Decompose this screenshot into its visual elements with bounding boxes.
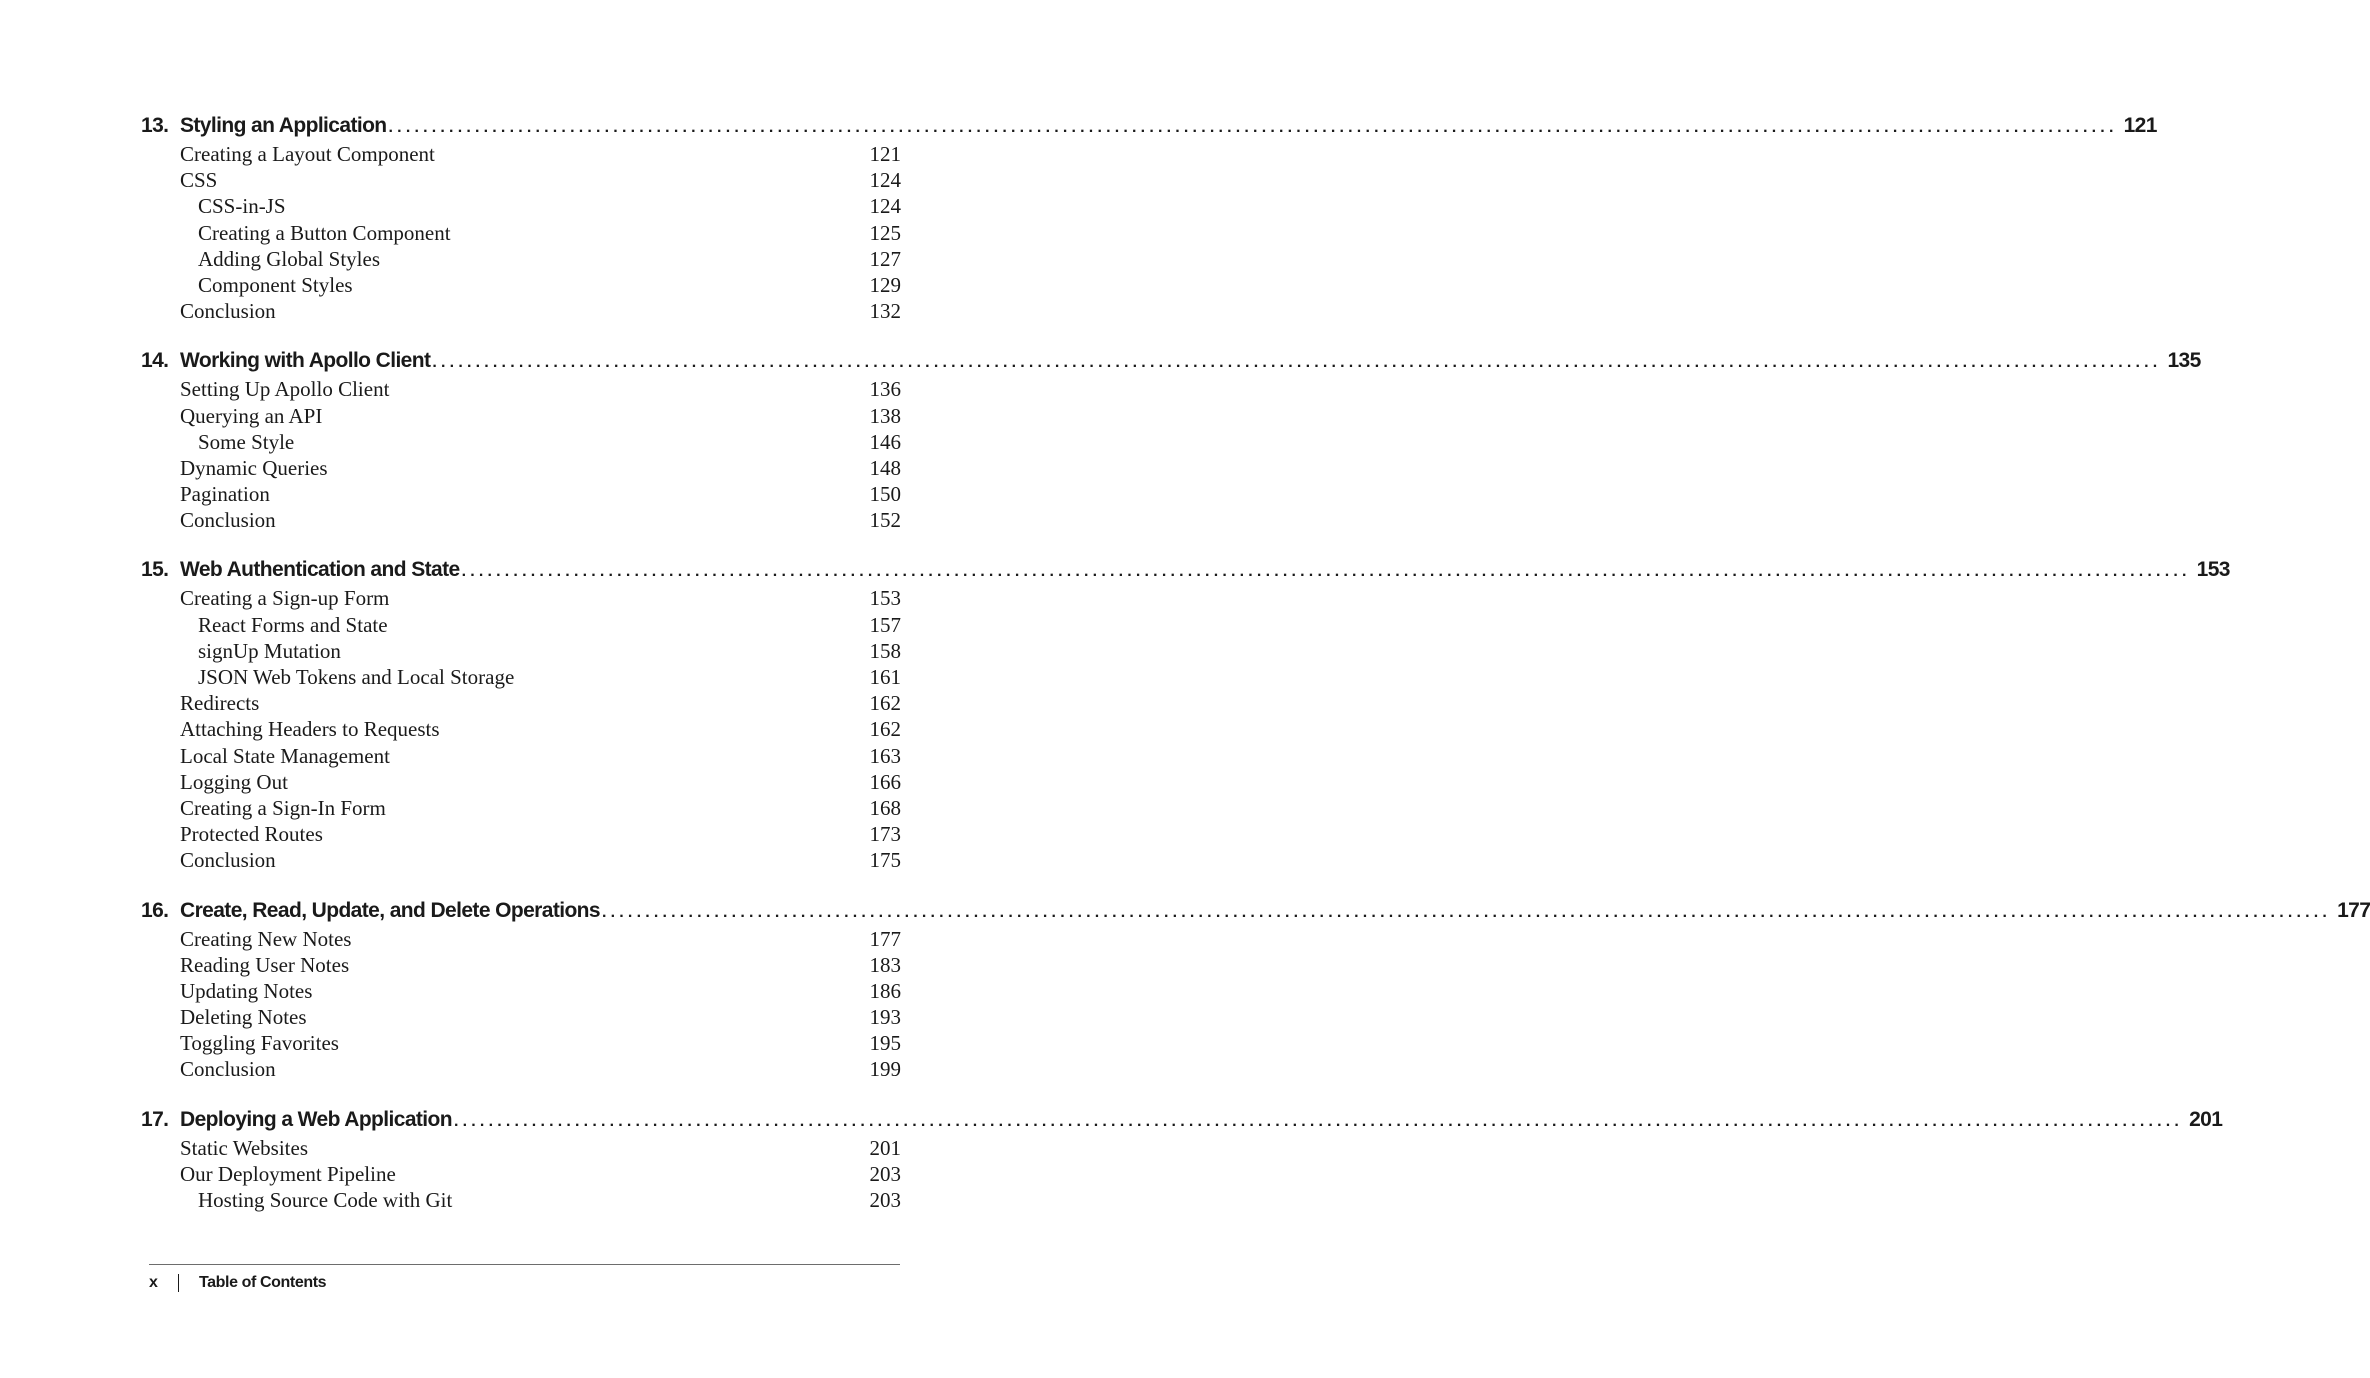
toc-section-entry[interactable] bbox=[141, 455, 901, 481]
entry-page-number: 161 bbox=[869, 665, 901, 689]
toc-section-entry[interactable] bbox=[141, 481, 901, 507]
chapter-page-number: 121 bbox=[2123, 114, 2157, 137]
dot-leader: ........................................................................................................................................................................................................ bbox=[454, 1112, 2184, 1130]
footer-divider bbox=[149, 1264, 900, 1265]
entry-page-number: 121 bbox=[869, 142, 901, 166]
toc-subsection-entry[interactable] bbox=[141, 220, 901, 246]
chapter-page-number: 177 bbox=[2337, 898, 2370, 922]
toc-subsection-entry[interactable] bbox=[141, 246, 901, 272]
chapter-number: 17. bbox=[141, 1107, 169, 1131]
dot-leader: ........................................................................................................................................................................................................ bbox=[388, 119, 2118, 136]
footer-section-title: Table of Contents bbox=[199, 1274, 327, 1291]
chapter-heading[interactable] bbox=[141, 346, 2201, 376]
toc-section-entry[interactable] bbox=[141, 769, 901, 795]
toc-section-entry[interactable] bbox=[141, 585, 901, 611]
toc-subsection-entry[interactable] bbox=[141, 193, 901, 219]
entry-page-number: 168 bbox=[869, 795, 901, 820]
entry-page-number: 183 bbox=[869, 952, 901, 977]
entry-page-number: 157 bbox=[869, 612, 901, 637]
entry-page-number: 127 bbox=[869, 246, 901, 271]
entry-page-number: 148 bbox=[869, 455, 901, 480]
entry-page-number: 125 bbox=[869, 220, 901, 245]
chapter-number: 14. bbox=[141, 349, 169, 373]
chapter-number: 16. bbox=[141, 898, 169, 922]
toc-chapter bbox=[141, 555, 2230, 873]
dot-leader: ........................................................................................................................................................................................................ bbox=[602, 903, 2332, 921]
entry-title: Creating a Sign-In Form bbox=[180, 795, 386, 820]
entry-title: Conclusion bbox=[180, 1057, 276, 1082]
chapter-title: Web Authentication and State bbox=[180, 558, 460, 582]
entry-title: Dynamic Queries bbox=[180, 455, 328, 480]
toc-chapter bbox=[141, 896, 2370, 1083]
entry-title: Component Styles bbox=[198, 272, 353, 297]
entry-title: JSON Web Tokens and Local Storage bbox=[198, 665, 515, 689]
chapter-title: Styling an Application bbox=[180, 114, 387, 137]
page-footer bbox=[149, 1272, 326, 1294]
entry-title: Attaching Headers to Requests bbox=[180, 717, 440, 742]
entry-title: Creating a Sign-up Form bbox=[180, 586, 390, 611]
entry-page-number: 150 bbox=[869, 482, 901, 507]
entry-title: Reading User Notes bbox=[180, 952, 350, 977]
entry-page-number: 163 bbox=[869, 743, 901, 768]
entry-page-number: 162 bbox=[869, 717, 901, 742]
toc-chapter bbox=[141, 111, 2157, 324]
entry-page-number: 175 bbox=[869, 848, 901, 873]
chapter-heading[interactable] bbox=[141, 1105, 2223, 1135]
toc-section-entry[interactable] bbox=[141, 1030, 901, 1056]
entry-title: Hosting Source Code with Git bbox=[198, 1188, 453, 1212]
entry-page-number: 193 bbox=[869, 1005, 901, 1030]
toc-subsection-entry[interactable] bbox=[141, 1187, 901, 1213]
toc-section-entry[interactable] bbox=[141, 141, 901, 167]
entry-title: Deleting Notes bbox=[180, 1005, 307, 1030]
toc-section-entry[interactable] bbox=[141, 926, 901, 952]
entry-page-number: 138 bbox=[869, 403, 901, 428]
entry-title: signUp Mutation bbox=[198, 638, 341, 663]
dot-leader: ........................................................................................................................................................................................................ bbox=[432, 354, 2162, 372]
entry-title: Local State Management bbox=[180, 743, 390, 768]
toc-section-entry[interactable] bbox=[141, 1004, 901, 1030]
toc-section-entry[interactable] bbox=[141, 821, 901, 847]
entry-page-number: 136 bbox=[869, 377, 901, 402]
entry-page-number: 199 bbox=[869, 1057, 901, 1082]
entry-page-number: 146 bbox=[869, 429, 901, 454]
footer-page-number: x bbox=[149, 1274, 158, 1291]
toc-section-entry[interactable] bbox=[141, 298, 901, 324]
toc-chapter bbox=[141, 1105, 2223, 1214]
entry-title: Conclusion bbox=[180, 508, 276, 533]
entry-title: Conclusion bbox=[180, 299, 276, 324]
chapter-page-number: 135 bbox=[2167, 349, 2201, 373]
chapter-page-number: 201 bbox=[2189, 1107, 2223, 1131]
toc-section-entry[interactable] bbox=[141, 952, 901, 978]
toc-section-entry[interactable] bbox=[141, 403, 901, 429]
chapter-title: Create, Read, Update, and Delete Operations bbox=[180, 898, 600, 922]
entry-page-number: 177 bbox=[869, 926, 901, 951]
entry-page-number: 152 bbox=[869, 508, 901, 533]
entry-title: Static Websites bbox=[180, 1135, 308, 1160]
entry-page-number: 124 bbox=[869, 168, 901, 193]
toc-subsection-entry[interactable] bbox=[141, 664, 901, 690]
entry-title: Querying an API bbox=[180, 403, 323, 428]
entry-page-number: 166 bbox=[869, 769, 901, 794]
entry-title: CSS bbox=[180, 168, 218, 193]
entry-title: Creating a Layout Component bbox=[180, 142, 435, 166]
entry-title: Logging Out bbox=[180, 769, 288, 794]
toc-section-entry[interactable] bbox=[141, 743, 901, 769]
entry-page-number: 132 bbox=[869, 299, 901, 324]
entry-page-number: 201 bbox=[869, 1135, 901, 1160]
table-of-contents bbox=[141, 111, 2370, 1235]
toc-section-entry[interactable] bbox=[141, 795, 901, 821]
entry-page-number: 195 bbox=[869, 1031, 901, 1056]
entry-page-number: 153 bbox=[869, 586, 901, 611]
toc-section-entry[interactable] bbox=[141, 1161, 901, 1187]
entry-title: Pagination bbox=[180, 482, 270, 507]
entry-title: Setting Up Apollo Client bbox=[180, 377, 390, 402]
entry-page-number: 203 bbox=[869, 1188, 901, 1212]
dot-leader: ........................................................................................................................................................................................................ bbox=[461, 563, 2191, 581]
toc-subsection-entry[interactable] bbox=[141, 638, 901, 664]
entry-title: Our Deployment Pipeline bbox=[180, 1161, 396, 1186]
entry-title: Adding Global Styles bbox=[198, 246, 380, 271]
toc-section-entry[interactable] bbox=[141, 1135, 901, 1161]
chapter-number: 13. bbox=[141, 114, 169, 137]
entry-page-number: 129 bbox=[869, 272, 901, 297]
toc-subsection-entry[interactable] bbox=[141, 272, 901, 298]
entry-page-number: 162 bbox=[869, 691, 901, 716]
toc-section-entry[interactable] bbox=[141, 716, 901, 742]
entry-title: Updating Notes bbox=[180, 978, 313, 1003]
entry-title: React Forms and State bbox=[198, 612, 388, 637]
chapter-heading[interactable] bbox=[141, 896, 2370, 926]
entry-page-number: 124 bbox=[869, 194, 901, 219]
toc-subsection-entry[interactable] bbox=[141, 612, 901, 638]
entry-title: Some Style bbox=[198, 429, 295, 454]
entry-page-number: 186 bbox=[869, 978, 901, 1003]
toc-section-entry[interactable] bbox=[141, 978, 901, 1004]
entry-title: CSS-in-JS bbox=[198, 194, 286, 219]
toc-section-entry[interactable] bbox=[141, 376, 901, 402]
toc-section-entry[interactable] bbox=[141, 690, 901, 716]
chapter-number: 15. bbox=[141, 558, 169, 582]
toc-section-entry[interactable] bbox=[141, 1056, 901, 1082]
chapter-title: Working with Apollo Client bbox=[180, 349, 431, 373]
chapter-heading[interactable] bbox=[141, 555, 2230, 585]
chapter-heading[interactable] bbox=[141, 111, 2157, 141]
toc-section-entry[interactable] bbox=[141, 167, 901, 193]
entry-title: Creating New Notes bbox=[180, 926, 352, 951]
toc-section-entry[interactable] bbox=[141, 507, 901, 533]
footer-separator bbox=[178, 1274, 180, 1292]
entry-title: Protected Routes bbox=[180, 822, 323, 847]
toc-subsection-entry[interactable] bbox=[141, 429, 901, 455]
entry-page-number: 158 bbox=[869, 638, 901, 663]
chapter-title: Deploying a Web Application bbox=[180, 1107, 452, 1131]
toc-chapter bbox=[141, 346, 2201, 533]
entry-title: Creating a Button Component bbox=[198, 220, 451, 245]
toc-section-entry[interactable] bbox=[141, 847, 901, 873]
chapter-page-number: 153 bbox=[2196, 558, 2230, 582]
entry-title: Redirects bbox=[180, 691, 260, 716]
entry-page-number: 173 bbox=[869, 822, 901, 847]
entry-page-number: 203 bbox=[869, 1161, 901, 1186]
entry-title: Conclusion bbox=[180, 848, 276, 873]
entry-title: Toggling Favorites bbox=[180, 1031, 339, 1056]
